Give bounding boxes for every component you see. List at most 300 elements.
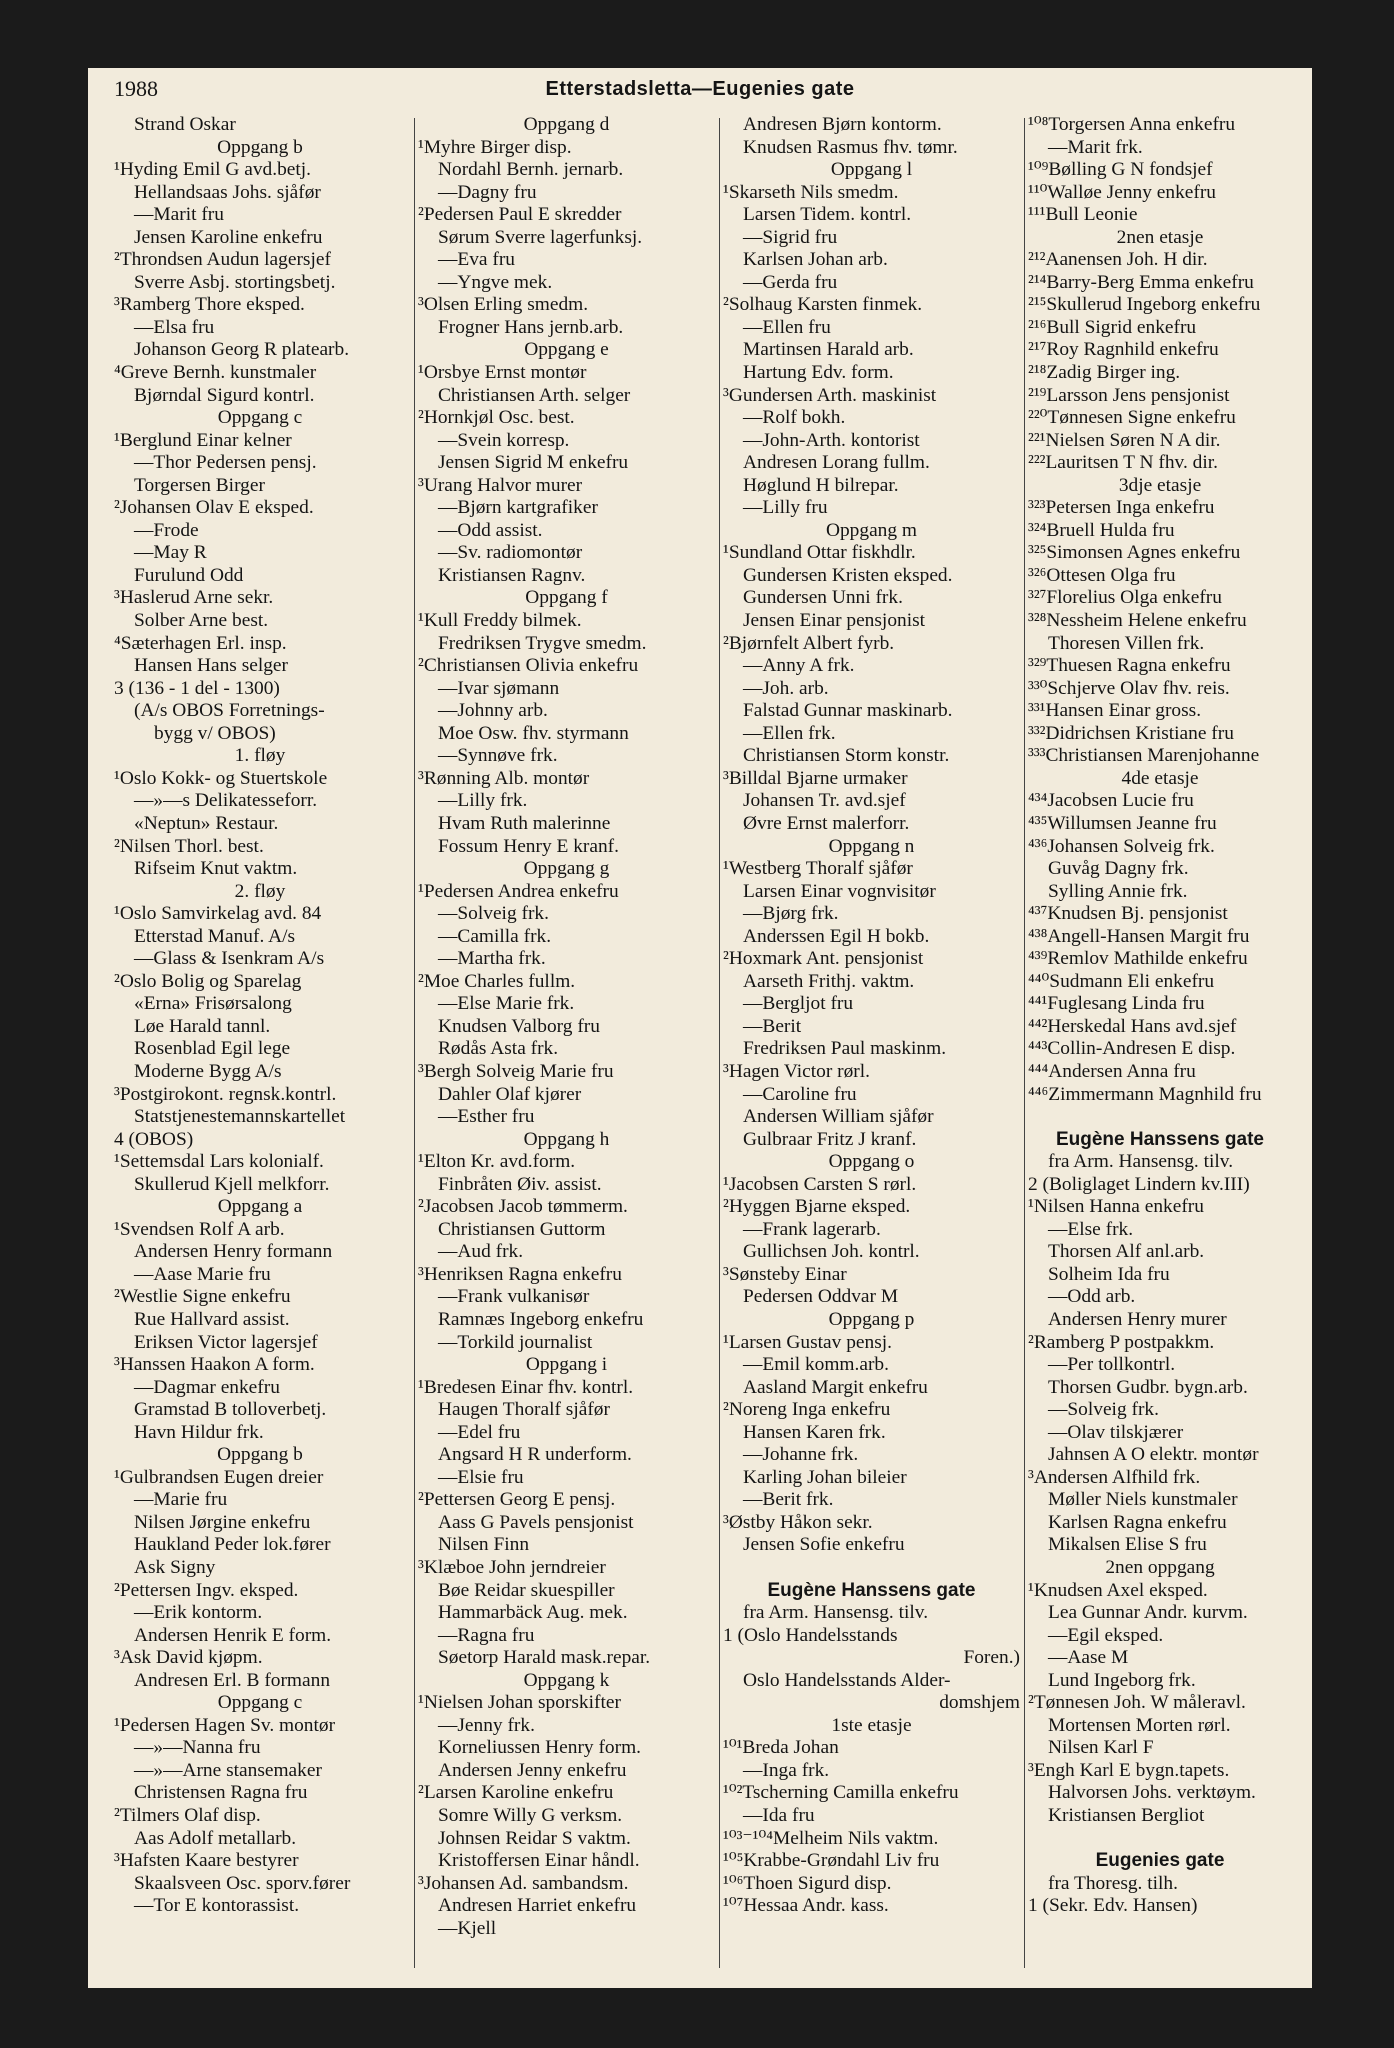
directory-entry: —Tor E kontorassist. bbox=[134, 1895, 300, 1917]
directory-entry: Hartung Edv. form. bbox=[743, 362, 894, 384]
directory-entry: Lund Ingeborg frk. bbox=[1048, 1669, 1196, 1691]
directory-entry: Jahnsen A O elektr. montør bbox=[1048, 1444, 1259, 1466]
section-heading: Oppgang b bbox=[217, 136, 303, 158]
directory-entry: Statstjenestemannskartellet bbox=[134, 1106, 346, 1128]
directory-entry: —May R bbox=[134, 542, 207, 564]
section-heading: Oppgang m bbox=[825, 519, 918, 541]
directory-entry: ¹Bredesen Einar fhv. kontrl. bbox=[418, 1376, 634, 1398]
directory-entry: 2 (Boliglaget Lindern kv.III) bbox=[1028, 1173, 1250, 1195]
directory-entry: Kristiansen Bergliot bbox=[1048, 1805, 1205, 1827]
directory-entry: ²¹⁷Roy Ragnhild enkefru bbox=[1028, 339, 1219, 361]
directory-entry: ¹⁰²Tscherning Camilla enkefru bbox=[723, 1782, 959, 1804]
directory-entry: ¹⁰³⁻¹⁰⁴Melheim Nils vaktm. bbox=[723, 1827, 939, 1849]
directory-entry: Johnsen Reidar S vaktm. bbox=[438, 1827, 631, 1849]
directory-entry: ¹Westberg Thoralf sjåfør bbox=[723, 858, 913, 880]
directory-entry: 1 (Sekr. Edv. Hansen) bbox=[1028, 1895, 1198, 1917]
columns bbox=[114, 114, 1296, 1968]
section-heading: Oppgang i bbox=[525, 1354, 608, 1376]
directory-entry: Nilsen Karl F bbox=[1048, 1737, 1154, 1759]
column-divider bbox=[414, 118, 415, 1968]
directory-entry: ²Nilsen Thorl. best. bbox=[114, 835, 264, 857]
directory-entry: —Egil eksped. bbox=[1048, 1624, 1164, 1646]
directory-entry: (A/s OBOS Forretnings- bbox=[134, 700, 325, 722]
directory-entry: Kristiansen Ragnv. bbox=[438, 564, 586, 586]
directory-entry: Korneliussen Henry form. bbox=[438, 1737, 642, 1759]
directory-entry: Skaalsveen Osc. sporv.fører bbox=[134, 1872, 351, 1894]
directory-entry: Finbråten Øiv. assist. bbox=[438, 1173, 602, 1195]
directory-entry: ³³²Didrichsen Kristiane fru bbox=[1028, 722, 1234, 744]
directory-entry: ²Hoxmark Ant. pensjonist bbox=[723, 948, 924, 970]
directory-entry: ²Hyggen Bjarne eksped. bbox=[723, 1196, 911, 1218]
directory-entry: ³Andersen Alfhild frk. bbox=[1028, 1466, 1201, 1488]
directory-entry: —Gerda fru bbox=[743, 271, 838, 293]
directory-entry: ³³¹Hansen Einar gross. bbox=[1028, 700, 1202, 722]
directory-entry: Andresen Bjørn kontorm. bbox=[743, 114, 942, 135]
directory-entry: ³²⁸Nessheim Helene enkefru bbox=[1028, 610, 1247, 632]
directory-entry: Hellandsaas Johs. sjåfør bbox=[134, 181, 321, 203]
directory-entry: ²¹⁵Skullerud Ingeborg enkefru bbox=[1028, 294, 1261, 316]
directory-entry: ³Gundersen Arth. maskinist bbox=[723, 384, 937, 406]
directory-entry: —Eva fru bbox=[438, 249, 515, 271]
directory-entry: Mortensen Morten rørl. bbox=[1048, 1714, 1231, 1736]
directory-entry: —Else frk. bbox=[1048, 1218, 1134, 1240]
directory-entry: Foren.) bbox=[963, 1647, 1020, 1669]
directory-entry: ²Johansen Olav E eksped. bbox=[114, 497, 314, 519]
directory-entry: ³Hafsten Kaare bestyrer bbox=[114, 1850, 299, 1872]
directory-entry: ³Hagen Victor rørl. bbox=[723, 1060, 870, 1082]
directory-entry: Aass G Pavels pensjonist bbox=[438, 1511, 634, 1533]
directory-entry: ⁴³⁵Willumsen Jeanne fru bbox=[1028, 812, 1217, 834]
directory-entry: ³²⁹Thuesen Ragna enkefru bbox=[1028, 655, 1231, 677]
directory-entry: ³Johansen Ad. sambandsm. bbox=[418, 1872, 629, 1894]
directory-entry: Nilsen Finn bbox=[438, 1534, 530, 1556]
section-heading: 1. fløy bbox=[234, 745, 286, 767]
directory-entry: —Marit frk. bbox=[1048, 136, 1143, 158]
directory-entry: Nordahl Bernh. jernarb. bbox=[438, 159, 624, 181]
directory-entry: ¹Oslo Kokk- og Stuertskole bbox=[114, 767, 328, 789]
directory-entry: —Esther fru bbox=[438, 1106, 535, 1128]
directory-entry: Frogner Hans jernb.arb. bbox=[438, 316, 624, 338]
directory-entry: —Ivar sjømann bbox=[438, 677, 560, 699]
spacer bbox=[1028, 1106, 1292, 1129]
directory-entry: —Jenny frk. bbox=[438, 1714, 535, 1736]
directory-entry: Torgersen Birger bbox=[134, 474, 265, 496]
directory-entry: ¹Knudsen Axel eksped. bbox=[1028, 1579, 1208, 1601]
directory-entry: Haugen Thoralf sjåfør bbox=[438, 1399, 610, 1421]
directory-entry: —Rolf bokh. bbox=[743, 407, 846, 429]
directory-entry: —Edel fru bbox=[438, 1421, 521, 1443]
directory-entry: ¹Nielsen Johan sporskifter bbox=[418, 1692, 621, 1714]
directory-entry: ²Solhaug Karsten finmek. bbox=[723, 294, 923, 316]
directory-entry: ¹Pedersen Andrea enkefru bbox=[418, 880, 619, 902]
directory-entry: —Camilla frk. bbox=[438, 925, 552, 947]
directory-entry: Andresen Lorang fullm. bbox=[743, 452, 930, 474]
directory-entry: —Lilly frk. bbox=[438, 790, 528, 812]
directory-entry: —Inga frk. bbox=[743, 1759, 830, 1781]
directory-entry: Andersen Henrik E form. bbox=[134, 1624, 332, 1646]
directory-entry: —Johnny arb. bbox=[438, 700, 548, 722]
directory-entry: Gundersen Unni frk. bbox=[743, 587, 903, 609]
directory-entry: Haukland Peder lok.fører bbox=[134, 1534, 331, 1556]
directory-entry: ¹¹¹Bull Leonie bbox=[1028, 204, 1138, 226]
directory-entry: —Dagmar enkefru bbox=[134, 1376, 280, 1398]
directory-entry: ⁴³⁹Remlov Mathilde enkefru bbox=[1028, 948, 1248, 970]
directory-entry: Sverre Asbj. stortingsbetj. bbox=[134, 271, 336, 293]
directory-entry: ²Noreng Inga enkefru bbox=[723, 1399, 891, 1421]
directory-entry: Strand Oskar bbox=[134, 114, 236, 135]
directory-entry: Sylling Annie frk. bbox=[1048, 880, 1188, 902]
section-heading: Oppgang k bbox=[523, 1669, 610, 1691]
directory-entry: —Yngve mek. bbox=[438, 271, 553, 293]
directory-entry: ³Urang Halvor murer bbox=[418, 474, 583, 496]
directory-entry: Gulbraar Fritz J kranf. bbox=[743, 1128, 917, 1150]
directory-entry: ¹Kull Freddy bilmek. bbox=[418, 610, 582, 632]
directory-entry: Fredriksen Trygve smedm. bbox=[438, 632, 647, 654]
directory-entry: Andersen Henry murer bbox=[1048, 1308, 1227, 1330]
column-1 bbox=[114, 114, 406, 1968]
directory-entry: ³Sønsteby Einar bbox=[723, 1263, 847, 1285]
directory-entry: —Ida fru bbox=[743, 1805, 815, 1827]
directory-entry: Solheim Ida fru bbox=[1048, 1263, 1170, 1285]
directory-entry: Guvåg Dagny frk. bbox=[1048, 858, 1189, 880]
directory-entry: ³²⁶Ottesen Olga fru bbox=[1028, 564, 1176, 586]
directory-entry: Larsen Tidem. kontrl. bbox=[743, 204, 912, 226]
directory-entry: Falstad Gunnar maskinarb. bbox=[743, 700, 953, 722]
directory-entry: Thorsen Gudbr. bygn.arb. bbox=[1048, 1376, 1248, 1398]
directory-entry: Sørum Sverre lagerfunksj. bbox=[438, 226, 643, 248]
directory-entry: —Torkild journalist bbox=[438, 1331, 593, 1353]
directory-entry: ¹⁰⁵Krabbe-Grøndahl Liv fru bbox=[723, 1850, 940, 1872]
directory-entry: Ramnæs Ingeborg enkefru bbox=[438, 1308, 644, 1330]
directory-entry: ³Billdal Bjarne urmaker bbox=[723, 767, 908, 789]
directory-entry: ¹⁰⁶Thoen Sigurd disp. bbox=[723, 1872, 892, 1894]
directory-entry: ²Ramberg P postpakkm. bbox=[1028, 1331, 1215, 1353]
directory-entry: ¹Jacobsen Carsten S rørl. bbox=[723, 1173, 917, 1195]
directory-entry: Knudsen Valborg fru bbox=[438, 1015, 600, 1037]
directory-entry: Johanson Georg R platearb. bbox=[134, 339, 350, 361]
directory-entry: ³Ramberg Thore eksped. bbox=[114, 294, 305, 316]
directory-entry: —Svein korresp. bbox=[438, 429, 570, 451]
directory-entry: Aarseth Frithj. vaktm. bbox=[743, 970, 915, 992]
directory-entry: ³Ask David kjøpm. bbox=[114, 1647, 263, 1669]
directory-entry: Jensen Einar pensjonist bbox=[743, 610, 926, 632]
section-heading: Oppgang g bbox=[523, 858, 610, 880]
directory-entry: 3 (136 - 1 del - 1300) bbox=[114, 677, 280, 699]
directory-entry: ⁴⁴²Herskedal Hans avd.sjef bbox=[1028, 1015, 1237, 1037]
directory-entry: Christensen Ragna fru bbox=[134, 1782, 308, 1804]
directory-entry: —Marit fru bbox=[134, 204, 224, 226]
directory-entry: Dahler Olaf kjører bbox=[438, 1083, 582, 1105]
directory-entry: Knudsen Rasmus fhv. tømr. bbox=[743, 136, 958, 158]
directory-entry: ¹⁰⁷Hessaa Andr. kass. bbox=[723, 1895, 889, 1917]
section-heading: 2. fløy bbox=[234, 880, 286, 902]
directory-entry: —Synnøve frk. bbox=[438, 745, 558, 767]
directory-entry: ¹Sundland Ottar fiskhdlr. bbox=[723, 542, 916, 564]
directory-entry: Kristoffersen Einar håndl. bbox=[438, 1850, 640, 1872]
directory-entry: ²Christiansen Olivia enkefru bbox=[418, 655, 639, 677]
directory-entry: ³²³Petersen Inga enkefru bbox=[1028, 497, 1215, 519]
directory-entry: —»—s Delikatesseforr. bbox=[134, 790, 318, 812]
directory-entry: ¹Settemsdal Lars kolonialf. bbox=[114, 1151, 324, 1173]
directory-entry: Gramstad B tolloverbetj. bbox=[134, 1399, 327, 1421]
directory-entry: ¹Skarseth Nils smedm. bbox=[723, 181, 899, 203]
directory-entry: ⁴⁴⁴Andersen Anna fru bbox=[1028, 1060, 1196, 1082]
directory-entry: ⁴⁴⁰Sudmann Eli enkefru bbox=[1028, 970, 1215, 992]
page-number: 1988 bbox=[114, 76, 158, 101]
directory-entry: bygg v/ OBOS) bbox=[154, 722, 276, 744]
street-heading: Eugène Hanssens gate bbox=[1055, 1128, 1265, 1150]
section-heading: Oppgang c bbox=[217, 407, 303, 429]
directory-entry: ²Hornkjøl Osc. best. bbox=[418, 407, 575, 429]
directory-entry: Jensen Sigrid M enkefru bbox=[438, 452, 629, 474]
directory-entry: ²¹⁹Larsson Jens pensjonist bbox=[1028, 384, 1230, 406]
directory-entry: —»—Nanna fru bbox=[134, 1737, 261, 1759]
directory-entry: ²Westlie Signe enkefru bbox=[114, 1286, 291, 1308]
directory-entry: Karlsen Johan arb. bbox=[743, 249, 888, 271]
directory-entry: Thoresen Villen frk. bbox=[1048, 632, 1205, 654]
directory-entry: ⁴⁴³Collin-Andresen E disp. bbox=[1028, 1038, 1236, 1060]
directory-entry: ¹Oslo Samvirkelag avd. 84 bbox=[114, 903, 322, 925]
directory-entry: ²²²Lauritsen T N fhv. dir. bbox=[1028, 452, 1218, 474]
directory-entry: ¹⁰¹Breda Johan bbox=[723, 1737, 839, 1759]
directory-entry: ³Olsen Erling smedm. bbox=[418, 294, 589, 316]
directory-entry: —Erik kontorm. bbox=[134, 1602, 263, 1624]
street-heading: Eugenies gate bbox=[1095, 1850, 1225, 1872]
section-heading: Oppgang h bbox=[523, 1128, 610, 1150]
directory-entry: —Solveig frk. bbox=[438, 903, 549, 925]
directory-entry: fra Arm. Hansensg. tilv. bbox=[743, 1602, 929, 1624]
directory-entry: Havn Hildur frk. bbox=[134, 1421, 264, 1443]
directory-entry: Etterstad Manuf. A/s bbox=[134, 925, 296, 947]
directory-entry: Andersen Jenny enkefru bbox=[438, 1759, 627, 1781]
directory-entry: ⁴³⁷Knudsen Bj. pensjonist bbox=[1028, 903, 1228, 925]
directory-entry: Somre Willy G verksm. bbox=[438, 1805, 623, 1827]
directory-entry: ¹Myhre Birger disp. bbox=[418, 136, 572, 158]
directory-entry: Pedersen Oddvar M bbox=[743, 1286, 899, 1308]
directory-entry: Christiansen Arth. selger bbox=[438, 384, 631, 406]
directory-entry: ³Klæboe John jerndreier bbox=[418, 1557, 606, 1578]
directory-entry: ²²¹Nielsen Søren N A dir. bbox=[1028, 429, 1221, 451]
directory-entry: Andersen Henry formann bbox=[134, 1241, 333, 1263]
directory-entry: Fossum Henry E kranf. bbox=[438, 835, 619, 857]
section-heading: Oppgang l bbox=[830, 159, 913, 181]
directory-entry: ³Postgirokont. regnsk.kontrl. bbox=[114, 1083, 337, 1105]
directory-entry: —Martha frk. bbox=[438, 948, 546, 970]
directory-entry: ³Haslerud Arne sekr. bbox=[114, 587, 274, 609]
directory-entry: —Berit frk. bbox=[743, 1489, 834, 1511]
directory-entry: —Elsie fru bbox=[438, 1466, 524, 1488]
directory-entry: —Sv. radiomontør bbox=[438, 542, 583, 564]
directory-entry: ¹Larsen Gustav pensj. bbox=[723, 1331, 892, 1353]
directory-entry: ⁴Greve Bernh. kunstmaler bbox=[114, 362, 317, 384]
directory-entry: Oslo Handelsstands Alder- bbox=[743, 1669, 951, 1691]
section-heading: Oppgang a bbox=[217, 1196, 303, 1218]
directory-entry: —Glass & Isenkram A/s bbox=[134, 948, 325, 970]
directory-entry: ²¹⁶Bull Sigrid enkefru bbox=[1028, 316, 1197, 338]
directory-entry: ¹Svendsen Rolf A arb. bbox=[114, 1218, 285, 1240]
directory-entry: —Ellen fru bbox=[743, 316, 831, 338]
directory-entry: ³Henriksen Ragna enkefru bbox=[418, 1263, 622, 1285]
directory-entry: ²Tønnesen Joh. W måleravl. bbox=[1028, 1692, 1246, 1714]
directory-entry: —Frank lagerarb. bbox=[743, 1218, 881, 1240]
directory-entry: Martinsen Harald arb. bbox=[743, 339, 914, 361]
directory-entry: —Aud frk. bbox=[438, 1241, 524, 1263]
directory-entry: —Kjell bbox=[438, 1917, 497, 1939]
directory-entry: Halvorsen Johs. verktøym. bbox=[1048, 1782, 1256, 1804]
spacer bbox=[723, 1557, 1020, 1580]
column-2 bbox=[418, 114, 715, 1968]
directory-entry: ⁴Sæterhagen Erl. insp. bbox=[114, 632, 287, 654]
directory-entry: ³³³Christiansen Marenjohanne bbox=[1028, 745, 1260, 767]
directory-entry: —Frode bbox=[134, 519, 199, 541]
directory-entry: Høglund H bilrepar. bbox=[743, 474, 899, 496]
directory-entry: Andresen Harriet enkefru bbox=[438, 1895, 637, 1917]
directory-entry: —Aase Marie fru bbox=[134, 1263, 271, 1285]
directory-entry: Anderssen Egil H bokb. bbox=[743, 925, 930, 947]
directory-entry: Larsen Einar vognvisitør bbox=[743, 880, 936, 902]
directory-entry: —Emil komm.arb. bbox=[743, 1354, 889, 1376]
directory-entry: Hammarbäck Aug. mek. bbox=[438, 1602, 628, 1624]
directory-entry: —Lilly fru bbox=[743, 497, 828, 519]
directory-entry: Mikalsen Elise S fru bbox=[1048, 1534, 1207, 1556]
directory-entry: «Neptun» Restaur. bbox=[134, 812, 279, 834]
directory-entry: —Johanne frk. bbox=[743, 1444, 859, 1466]
directory-entry: Rødås Asta frk. bbox=[438, 1038, 559, 1060]
directory-entry: Andersen William sjåfør bbox=[743, 1106, 934, 1128]
directory-entry: Johansen Tr. avd.sjef bbox=[743, 790, 906, 812]
directory-entry: —Anny A frk. bbox=[743, 655, 855, 677]
directory-entry: —Ragna fru bbox=[438, 1624, 535, 1646]
directory-entry: Jensen Karoline enkefru bbox=[134, 226, 323, 248]
directory-entry: ²Larsen Karoline enkefru bbox=[418, 1782, 614, 1804]
directory-entry: Nilsen Jørgine enkefru bbox=[134, 1511, 311, 1533]
directory-entry: Fredriksen Paul maskinm. bbox=[743, 1038, 947, 1060]
directory-entry: Søetorp Harald mask.repar. bbox=[438, 1647, 651, 1669]
directory-entry: ⁴⁴¹Fuglesang Linda fru bbox=[1028, 993, 1205, 1015]
directory-entry: ¹Hyding Emil G avd.betj. bbox=[114, 159, 312, 181]
directory-entry: —Else Marie frk. bbox=[438, 993, 575, 1015]
directory-entry: ³Bergh Solveig Marie fru bbox=[418, 1060, 614, 1082]
directory-entry: ⁴⁴⁶Zimmermann Magnhild fru bbox=[1028, 1083, 1262, 1105]
directory-entry: ³Rønning Alb. montør bbox=[418, 767, 590, 789]
directory-entry: ²¹⁸Zadig Birger ing. bbox=[1028, 362, 1181, 384]
directory-entry: —Solveig frk. bbox=[1048, 1399, 1159, 1421]
directory-entry: —Caroline fru bbox=[743, 1083, 857, 1105]
directory-entry: ³Engh Karl E bygn.tapets. bbox=[1028, 1759, 1230, 1781]
directory-entry: —Ellen frk. bbox=[743, 722, 836, 744]
section-heading: 1ste etasje bbox=[831, 1714, 912, 1736]
directory-entry: ³Østby Håkon sekr. bbox=[723, 1511, 873, 1533]
directory-entry: —Sigrid fru bbox=[743, 226, 838, 248]
directory-entry: fra Thoresg. tilh. bbox=[1048, 1872, 1178, 1894]
directory-entry: ³³⁰Schjerve Olav fhv. reis. bbox=[1028, 677, 1230, 699]
section-heading: 4de etasje bbox=[1121, 767, 1199, 789]
running-title: Etterstadsletta—Eugenies gate bbox=[545, 78, 855, 100]
directory-entry: ¹Orsbye Ernst montør bbox=[418, 362, 587, 384]
directory-entry: Eriksen Victor lagersjef bbox=[134, 1331, 318, 1353]
column-3 bbox=[723, 114, 1020, 1968]
column-divider bbox=[1024, 118, 1025, 1968]
directory-entry: ²Tilmers Olaf disp. bbox=[114, 1805, 261, 1827]
directory-entry: ²¹²Aanensen Joh. H dir. bbox=[1028, 249, 1208, 271]
directory-entry: —Frank vulkanisør bbox=[438, 1286, 590, 1308]
directory-entry: ¹Berglund Einar kelner bbox=[114, 429, 292, 451]
directory-entry: Møller Niels kunstmaler bbox=[1048, 1489, 1238, 1511]
directory-entry: ¹⁰⁸Torgersen Anna enkefru bbox=[1028, 114, 1236, 135]
directory-entry: Karling Johan bileier bbox=[743, 1466, 907, 1488]
directory-entry: ⁴³⁶Johansen Solveig frk. bbox=[1028, 835, 1215, 857]
directory-entry: Moderne Bygg A/s bbox=[134, 1060, 282, 1082]
directory-entry: ³²⁴Bruell Hulda fru bbox=[1028, 519, 1175, 541]
column-divider bbox=[719, 118, 720, 1968]
section-heading: 3dje etasje bbox=[1118, 474, 1202, 496]
directory-entry: ²Moe Charles fullm. bbox=[418, 970, 576, 992]
directory-entry: Aasland Margit enkefru bbox=[743, 1376, 928, 1398]
directory-entry: —Thor Pedersen pensj. bbox=[134, 452, 317, 474]
directory-entry: ³²⁷Florelius Olga enkefru bbox=[1028, 587, 1222, 609]
directory-entry: —Per tollkontrl. bbox=[1048, 1354, 1176, 1376]
directory-entry: —Odd arb. bbox=[1048, 1286, 1136, 1308]
directory-entry: Karlsen Ragna enkefru bbox=[1048, 1511, 1227, 1533]
directory-entry: ¹Gulbrandsen Eugen dreier bbox=[114, 1466, 324, 1488]
directory-entry: Hansen Karen frk. bbox=[743, 1421, 886, 1443]
directory-entry: Thorsen Alf anl.arb. bbox=[1048, 1241, 1205, 1263]
directory-entry: ²Pettersen Georg E pensj. bbox=[418, 1489, 616, 1511]
directory-entry: —Bjørg frk. bbox=[743, 903, 839, 925]
directory-entry: ⁴³⁸Angell-Hansen Margit fru bbox=[1028, 925, 1250, 947]
directory-entry: Furulund Odd bbox=[134, 564, 244, 586]
directory-entry: ²¹⁴Barry-Berg Emma enkefru bbox=[1028, 271, 1254, 293]
section-heading: Oppgang b bbox=[217, 1444, 303, 1466]
directory-entry: Øvre Ernst malerforr. bbox=[743, 812, 910, 834]
directory-entry: Bjørndal Sigurd kontrl. bbox=[134, 384, 315, 406]
directory-entry: ⁴³⁴Jacobsen Lucie fru bbox=[1028, 790, 1194, 812]
directory-entry: —Olav tilskjærer bbox=[1048, 1421, 1184, 1443]
directory-entry: Hansen Hans selger bbox=[134, 655, 288, 677]
directory-entry: Skullerud Kjell melkforr. bbox=[134, 1173, 330, 1195]
section-heading: Oppgang d bbox=[523, 114, 610, 135]
directory-entry: ¹¹⁰Walløe Jenny enkefru bbox=[1028, 181, 1216, 203]
directory-entry: 4 (OBOS) bbox=[114, 1128, 194, 1150]
section-heading: Oppgang o bbox=[828, 1151, 915, 1173]
directory-entry: Rosenblad Egil lege bbox=[134, 1038, 291, 1060]
directory-entry: ²Jacobsen Jacob tømmerm. bbox=[418, 1196, 628, 1218]
directory-entry: ²Pettersen Ingv. eksped. bbox=[114, 1579, 299, 1601]
directory-page bbox=[88, 68, 1312, 1988]
directory-entry: Aas Adolf metallarb. bbox=[134, 1827, 297, 1849]
directory-entry: —Marie fru bbox=[134, 1489, 228, 1511]
directory-entry: ²Oslo Bolig og Sparelag bbox=[114, 970, 302, 992]
directory-entry: ¹⁰⁹Bølling G N fondsjef bbox=[1028, 159, 1213, 181]
directory-entry: Lea Gunnar Andr. kurvm. bbox=[1048, 1602, 1248, 1624]
directory-entry: ³Hanssen Haakon A form. bbox=[114, 1354, 315, 1376]
section-heading: Oppgang c bbox=[217, 1692, 303, 1714]
directory-entry: ²Pedersen Paul E skredder bbox=[418, 204, 622, 226]
directory-entry: 1 (Oslo Handelsstands bbox=[723, 1624, 898, 1646]
directory-entry: Jensen Sofie enkefru bbox=[743, 1534, 905, 1556]
directory-entry: —»—Arne stansemaker bbox=[134, 1759, 322, 1781]
directory-entry: —Elsa fru bbox=[134, 316, 215, 338]
directory-entry: Christiansen Guttorm bbox=[438, 1218, 606, 1240]
directory-entry: Løe Harald tannl. bbox=[134, 1015, 271, 1037]
directory-entry: ¹Nilsen Hanna enkefru bbox=[1028, 1196, 1204, 1218]
directory-entry: Angsard H R underform. bbox=[438, 1444, 632, 1466]
street-heading: Eugène Hanssens gate bbox=[767, 1579, 976, 1601]
directory-entry: Gundersen Kristen eksped. bbox=[743, 564, 953, 586]
column-4 bbox=[1028, 114, 1292, 1968]
section-heading: 2nen etasje bbox=[1116, 226, 1204, 248]
section-heading: Oppgang f bbox=[525, 587, 608, 609]
